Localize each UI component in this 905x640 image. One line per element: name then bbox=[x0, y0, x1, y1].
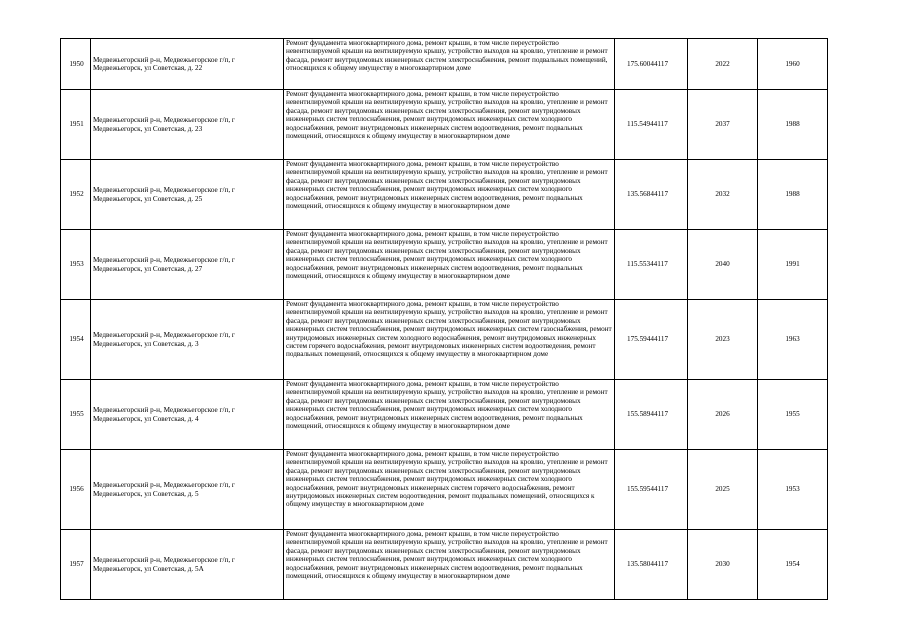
plan-year-cell: 2032 bbox=[688, 160, 758, 230]
document-sheet bbox=[60, 38, 828, 600]
cost-cell: 115.54944117 bbox=[615, 90, 688, 160]
cost-cell: 175.60044117 bbox=[615, 39, 688, 90]
built-year-cell: 1955 bbox=[758, 380, 828, 450]
work-description-cell: Ремонт фундамента многоквартирного дома, ремонт крыши, в том числе переустройство невентилируемой крыши на вентилируемую крышу, устройство выходов на кровлю, утепление и ремонт фасада, ремонт внутридомовых инженерных систем электроснабжения, ремонт внутридомовых инженерных систем теплоснабжения, ремонт внутридомовых инженерных систем холодного водоснабжения, ремонт внутридомовых инженерных систем водоотведения, ремонт подвальных помещений, относящихся к общему имуществу в многоквартирном доме bbox=[284, 90, 615, 160]
cost-cell: 155.58944117 bbox=[615, 380, 688, 450]
row-number: 1950 bbox=[61, 39, 91, 90]
plan-year-cell: 2022 bbox=[688, 39, 758, 90]
work-description-cell: Ремонт фундамента многоквартирного дома, ремонт крыши, в том числе переустройство невентилируемой крыши на вентилируемую крышу, устройство выходов на кровлю, утепление и ремонт фасада, ремонт внутридомовых инженерных систем электроснабжения, ремонт внутридомовых инженерных систем теплоснабжения, ремонт внутридомовых инженерных систем холодного водоснабжения, ремонт внутридомовых инженерных систем водоотведения, ремонт подвальных помещений, относящихся к общему имуществу в многоквартирном доме bbox=[284, 380, 615, 450]
address-cell: Медвежьегорский р-н, Медвежьегорское г/п, г Медвежьегорск, ул Советская, д. 3 bbox=[91, 300, 284, 380]
plan-year-cell: 2025 bbox=[688, 450, 758, 530]
built-year-cell: 1991 bbox=[758, 230, 828, 300]
row-number: 1957 bbox=[61, 530, 91, 600]
address-cell: Медвежьегорский р-н, Медвежьегорское г/п, г Медвежьегорск, ул Советская, д. 27 bbox=[91, 230, 284, 300]
plan-year-cell: 2026 bbox=[688, 380, 758, 450]
row-number: 1951 bbox=[61, 90, 91, 160]
row-number: 1952 bbox=[61, 160, 91, 230]
address-cell: Медвежьегорский р-н, Медвежьегорское г/п, г Медвежьегорск, ул Советская, д. 5 bbox=[91, 450, 284, 530]
table-row bbox=[61, 39, 828, 90]
table-row bbox=[61, 530, 828, 600]
plan-year-cell: 2023 bbox=[688, 300, 758, 380]
work-description-cell: Ремонт фундамента многоквартирного дома, ремонт крыши, в том числе переустройство невентилируемой крыши на вентилируемую крышу, устройство выходов на кровлю, утепление и ремонт фасада, ремонт внутридомовых инженерных систем электроснабжения, ремонт внутридомовых инженерных систем теплоснабжения, ремонт внутридомовых инженерных систем холодного водоснабжения, ремонт внутридомовых инженерных систем водоотведения, ремонт подвальных помещений, относящихся к общему имуществу в многоквартирном доме bbox=[284, 530, 615, 600]
address-cell: Медвежьегорский р-н, Медвежьегорское г/п, г Медвежьегорск, ул Советская, д. 5А bbox=[91, 530, 284, 600]
work-description-cell: Ремонт фундамента многоквартирного дома, ремонт крыши, в том числе переустройство невентилируемой крыши на вентилируемую крышу, устройство выходов на кровлю, утепление и ремонт фасада, ремонт внутридомовых инженерных систем электроснабжения, ремонт внутридомовых инженерных систем теплоснабжения, ремонт внутридомовых инженерных систем холодного водоснабжения, ремонт внутридомовых инженерных систем горячего водоснабжения, ремонт внутридомовых инженерных систем водоотведения, ремонт подвальных помещений, относящихся к общему имуществу в многоквартирном доме bbox=[284, 450, 615, 530]
address-cell: Медвежьегорский р-н, Медвежьегорское г/п, г Медвежьегорск, ул Советская, д. 4 bbox=[91, 380, 284, 450]
address-cell: Медвежьегорский р-н, Медвежьегорское г/п, г Медвежьегорск, ул Советская, д. 23 bbox=[91, 90, 284, 160]
work-description-cell: Ремонт фундамента многоквартирного дома, ремонт крыши, в том числе переустройство невентилируемой крыши на вентилируемую крышу, устройство выходов на кровлю, утепление и ремонт фасада, ремонт внутридомовых инженерных систем электроснабжения, ремонт внутридомовых инженерных систем теплоснабжения, ремонт внутридомовых инженерных систем холодного водоснабжения, ремонт внутридомовых инженерных систем водоотведения, ремонт подвальных помещений, относящихся к общему имуществу в многоквартирном доме bbox=[284, 160, 615, 230]
table-row bbox=[61, 230, 828, 300]
plan-year-cell: 2040 bbox=[688, 230, 758, 300]
table-row bbox=[61, 380, 828, 450]
built-year-cell: 1960 bbox=[758, 39, 828, 90]
built-year-cell: 1953 bbox=[758, 450, 828, 530]
repair-program-table bbox=[60, 38, 828, 600]
row-number: 1956 bbox=[61, 450, 91, 530]
plan-year-cell: 2030 bbox=[688, 530, 758, 600]
work-description-cell: Ремонт фундамента многоквартирного дома, ремонт крыши, в том числе переустройство невентилируемой крыши на вентилируемую крышу, устройство выходов на кровлю, утепление и ремонт фасада, ремонт внутридомовых инженерных систем электроснабжения, ремонт внутридомовых инженерных систем теплоснабжения, ремонт внутридомовых инженерных систем газоснабжения, ремонт внутридомовых инженерных систем холодного водоснабжения, ремонт внутридомовых инженерных систем горячего водоснабжения, ремонт внутридомовых инженерных систем водоотведения, ремонт подвальных помещений, относящихся к общему имуществу в многоквартирном доме bbox=[284, 300, 615, 380]
address-cell: Медвежьегорский р-н, Медвежьегорское г/п, г Медвежьегорск, ул Советская, д. 22 bbox=[91, 39, 284, 90]
work-description-cell: Ремонт фундамента многоквартирного дома, ремонт крыши, в том числе переустройство невентилируемой крыши на вентилируемую крышу, устройство выходов на кровлю, утепление и ремонт фасада, ремонт внутридомовых инженерных систем электроснабжения, ремонт подвальных помещений, относящихся к общему имуществу в многоквартирном доме bbox=[284, 39, 615, 90]
address-cell: Медвежьегорский р-н, Медвежьегорское г/п, г Медвежьегорск, ул Советская, д. 25 bbox=[91, 160, 284, 230]
row-number: 1954 bbox=[61, 300, 91, 380]
built-year-cell: 1988 bbox=[758, 160, 828, 230]
table-row bbox=[61, 160, 828, 230]
cost-cell: 135.56844117 bbox=[615, 160, 688, 230]
row-number: 1955 bbox=[61, 380, 91, 450]
built-year-cell: 1988 bbox=[758, 90, 828, 160]
plan-year-cell: 2037 bbox=[688, 90, 758, 160]
cost-cell: 115.55344117 bbox=[615, 230, 688, 300]
built-year-cell: 1963 bbox=[758, 300, 828, 380]
table-row bbox=[61, 450, 828, 530]
cost-cell: 155.59544117 bbox=[615, 450, 688, 530]
built-year-cell: 1954 bbox=[758, 530, 828, 600]
row-number: 1953 bbox=[61, 230, 91, 300]
table-row bbox=[61, 90, 828, 160]
table-row bbox=[61, 300, 828, 380]
cost-cell: 135.58044117 bbox=[615, 530, 688, 600]
cost-cell: 175.59444117 bbox=[615, 300, 688, 380]
work-description-cell: Ремонт фундамента многоквартирного дома, ремонт крыши, в том числе переустройство невентилируемой крыши на вентилируемую крышу, устройство выходов на кровлю, утепление и ремонт фасада, ремонт внутридомовых инженерных систем электроснабжения, ремонт внутридомовых инженерных систем теплоснабжения, ремонт внутридомовых инженерных систем холодного водоснабжения, ремонт внутридомовых инженерных систем водоотведения, ремонт подвальных помещений, относящихся к общему имуществу в многоквартирном доме bbox=[284, 230, 615, 300]
